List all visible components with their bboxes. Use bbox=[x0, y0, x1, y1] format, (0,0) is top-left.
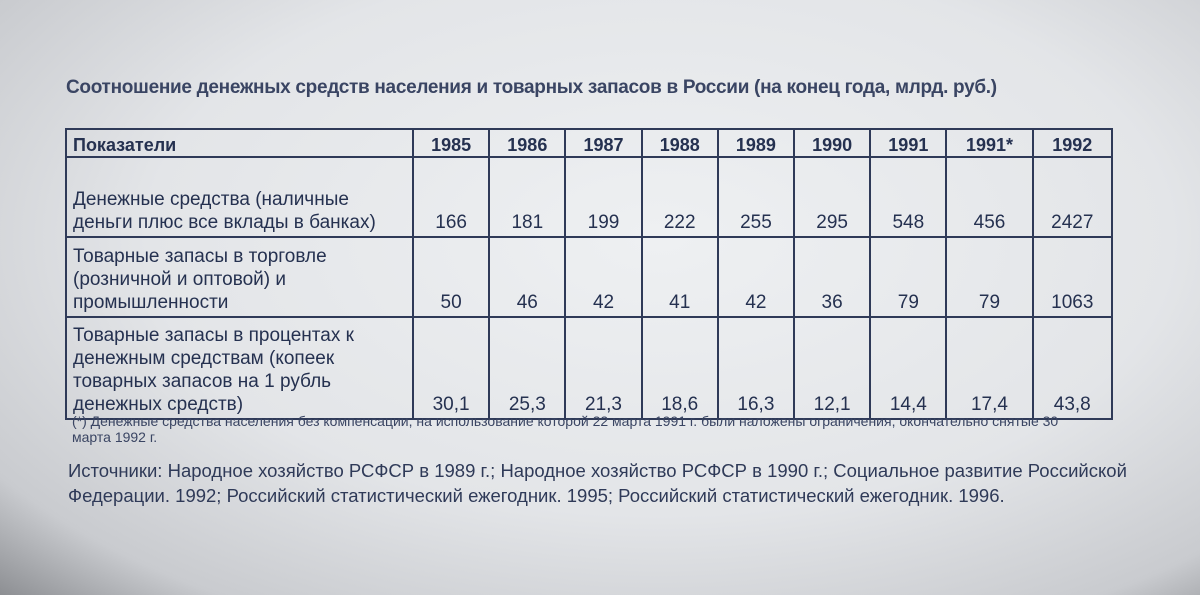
table-cell: 548 bbox=[870, 157, 946, 237]
table-cell: 16,3 bbox=[718, 317, 794, 419]
table-cell: 25,3 bbox=[489, 317, 565, 419]
row-label: Денежные средства (наличные деньги плюс все вклады в банках) bbox=[66, 157, 413, 237]
header-cell: 1985 bbox=[413, 129, 489, 157]
table-cell: 30,1 bbox=[413, 317, 489, 419]
table-cell: 17,4 bbox=[946, 317, 1032, 419]
table-title: Соотношение денежных средств населения и товарных запасов в России (на конец года, млрд. руб.) bbox=[66, 77, 997, 98]
table-cell: 14,4 bbox=[870, 317, 946, 419]
table-cell: 18,6 bbox=[642, 317, 718, 419]
table-cell: 456 bbox=[946, 157, 1032, 237]
table-cell: 222 bbox=[642, 157, 718, 237]
header-cell: 1988 bbox=[642, 129, 718, 157]
table-cell: 166 bbox=[413, 157, 489, 237]
header-cell: 1991 bbox=[870, 129, 946, 157]
table-cell: 42 bbox=[565, 237, 641, 317]
data-table bbox=[65, 128, 1113, 420]
header-cell: Показатели bbox=[66, 129, 413, 157]
header-cell: 1986 bbox=[489, 129, 565, 157]
table-cell: 41 bbox=[642, 237, 718, 317]
table-cell: 255 bbox=[718, 157, 794, 237]
table-cell: 181 bbox=[489, 157, 565, 237]
table-cell: 42 bbox=[718, 237, 794, 317]
header-cell: 1990 bbox=[794, 129, 870, 157]
footnote: (*) Денежные средства населения без компенсации, на использование которой 22 марта 1991 г. были наложены ограничения, окончательно снятые 30 марта 1992 г. bbox=[72, 413, 1059, 445]
row-label: Товарные запасы в торговле (розничной и оптовой) и промышленности bbox=[66, 237, 413, 317]
table-cell: 2427 bbox=[1033, 157, 1112, 237]
table-cell: 36 bbox=[794, 237, 870, 317]
header-cell: 1991* bbox=[946, 129, 1032, 157]
table-cell: 1063 bbox=[1033, 237, 1112, 317]
table-cell: 79 bbox=[946, 237, 1032, 317]
table-cell: 21,3 bbox=[565, 317, 641, 419]
table-cell: 12,1 bbox=[794, 317, 870, 419]
header-cell: 1989 bbox=[718, 129, 794, 157]
table-cell: 43,8 bbox=[1033, 317, 1112, 419]
table-row bbox=[66, 317, 1112, 419]
table-header-row bbox=[66, 129, 1112, 157]
table-cell: 46 bbox=[489, 237, 565, 317]
header-cell: 1987 bbox=[565, 129, 641, 157]
table-cell: 199 bbox=[565, 157, 641, 237]
table-row bbox=[66, 237, 1112, 317]
row-label: Товарные запасы в процентах к денежным средствам (копеек товарных запасов на 1 рубль денежных средств) bbox=[66, 317, 413, 419]
table-cell: 295 bbox=[794, 157, 870, 237]
table-cell: 50 bbox=[413, 237, 489, 317]
table-cell: 79 bbox=[870, 237, 946, 317]
header-cell: 1992 bbox=[1033, 129, 1112, 157]
sources: Источники: Народное хозяйство РСФСР в 1989 г.; Народное хозяйство РСФСР в 1990 г.; Социальное развитие Российской Федерации. 1992; Российский статистический ежегодник. 1995; Российский статистический ежегодник. 1996. bbox=[68, 460, 1127, 506]
table-row bbox=[66, 157, 1112, 237]
